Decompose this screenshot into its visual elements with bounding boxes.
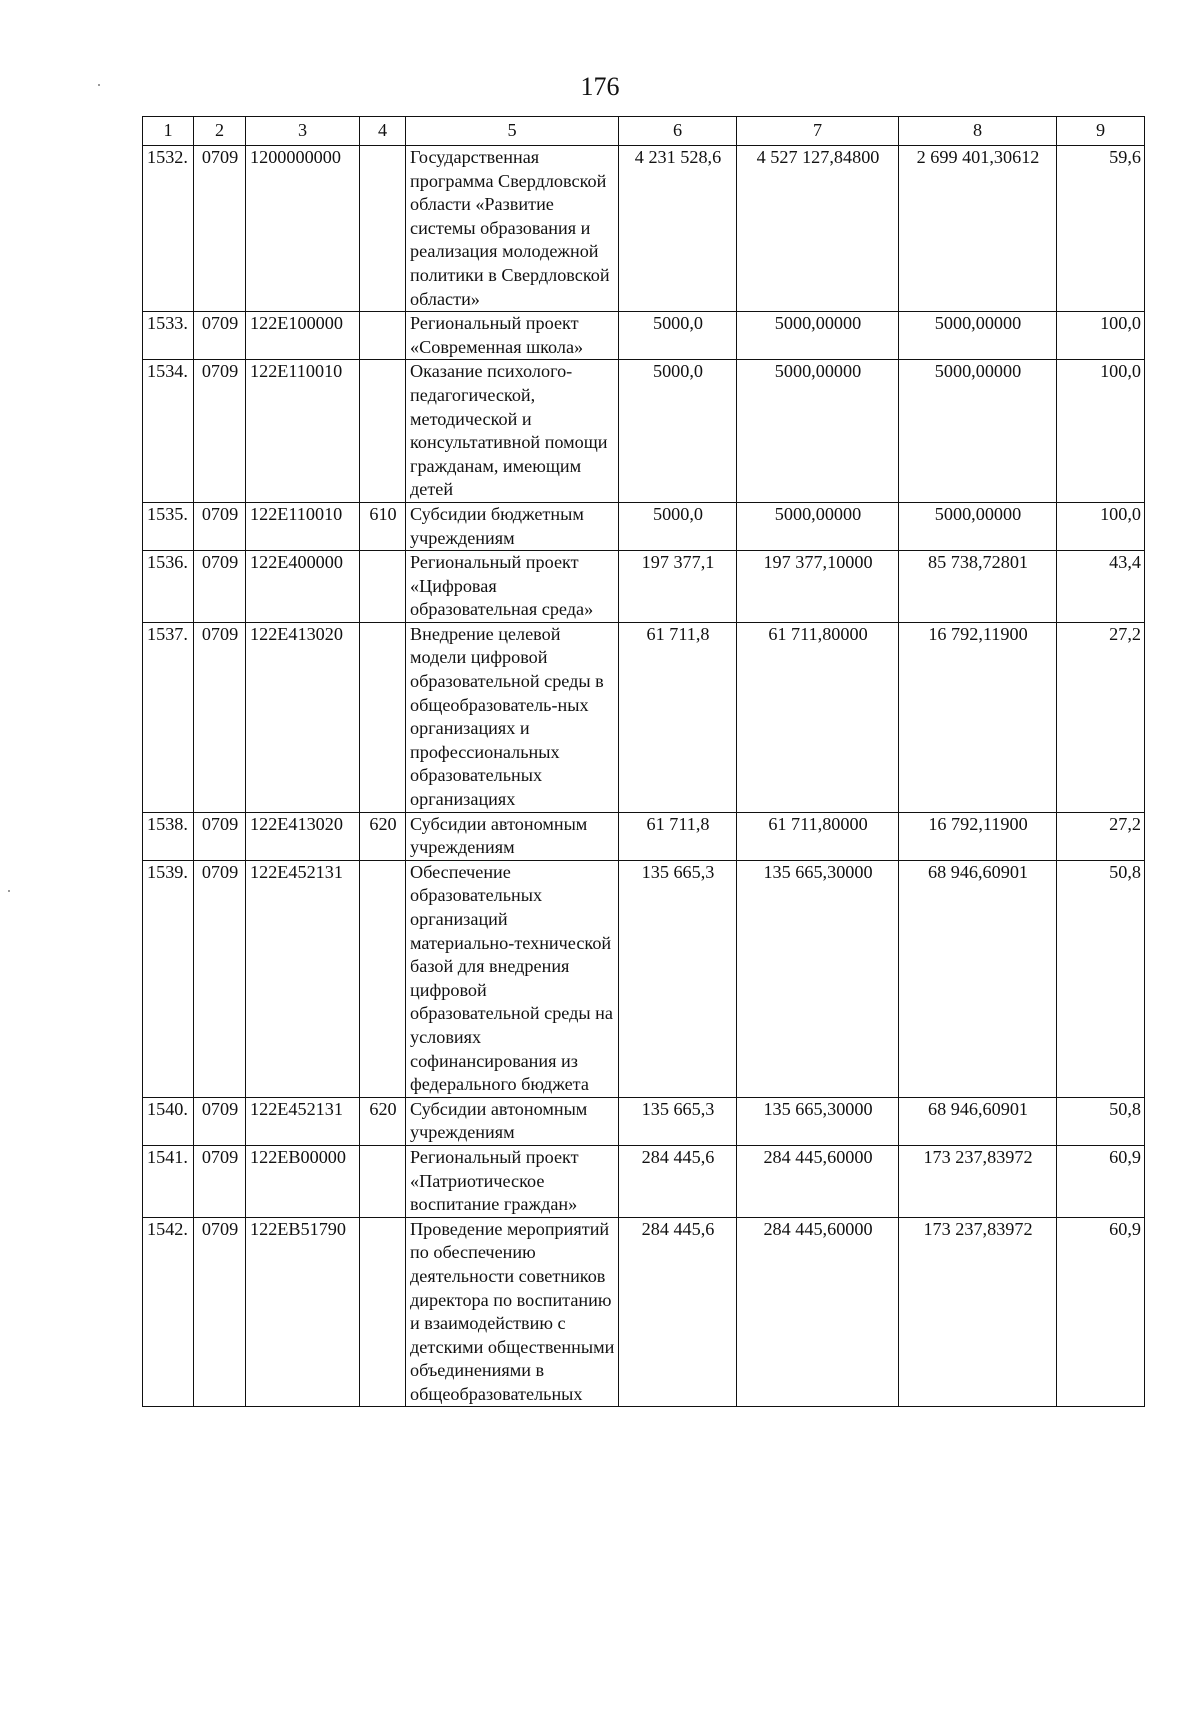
section-code: 0709	[194, 551, 246, 623]
approved-amount: 135 665,3	[619, 860, 737, 1097]
column-header: 1	[143, 117, 194, 146]
target-article-code: 122E413020	[246, 812, 360, 860]
expense-type-code	[360, 146, 406, 312]
scan-speck	[98, 84, 100, 86]
section-code: 0709	[194, 146, 246, 312]
page-number: 176	[580, 72, 620, 101]
approved-amount: 5000,0	[619, 312, 737, 360]
executed-amount: 16 792,11900	[899, 622, 1057, 812]
executed-amount: 68 946,60901	[899, 1097, 1057, 1145]
expense-type-code	[360, 860, 406, 1097]
column-header: 3	[246, 117, 360, 146]
executed-amount: 173 237,83972	[899, 1217, 1057, 1407]
execution-percent: 43,4	[1057, 551, 1145, 623]
refined-amount: 284 445,60000	[737, 1145, 899, 1217]
execution-percent: 60,9	[1057, 1217, 1145, 1407]
execution-percent: 59,6	[1057, 146, 1145, 312]
section-code: 0709	[194, 1097, 246, 1145]
section-code: 0709	[194, 1217, 246, 1407]
target-article-code: 122EB00000	[246, 1145, 360, 1217]
table-row	[143, 146, 1145, 312]
target-article-code: 1200000000	[246, 146, 360, 312]
executed-amount: 173 237,83972	[899, 1145, 1057, 1217]
expense-type-code	[360, 622, 406, 812]
table-row	[143, 622, 1145, 812]
expense-type-code	[360, 551, 406, 623]
table-row	[143, 502, 1145, 550]
section-code: 0709	[194, 860, 246, 1097]
refined-amount: 5000,00000	[737, 502, 899, 550]
item-name: Субсидии бюджетным учреждениям	[406, 502, 619, 550]
target-article-code: 122E110010	[246, 360, 360, 503]
expense-type-code: 620	[360, 812, 406, 860]
execution-percent: 100,0	[1057, 360, 1145, 503]
executed-amount: 2 699 401,30612	[899, 146, 1057, 312]
row-number: 1538.	[143, 812, 194, 860]
item-name: Внедрение целевой модели цифровой образовательной среды в общеобразователь-ных организациях и профессиональных образовательных организациях	[406, 622, 619, 812]
row-number: 1532.	[143, 146, 194, 312]
refined-amount: 61 711,80000	[737, 812, 899, 860]
approved-amount: 284 445,6	[619, 1217, 737, 1407]
section-code: 0709	[194, 622, 246, 812]
refined-amount: 5000,00000	[737, 312, 899, 360]
executed-amount: 5000,00000	[899, 502, 1057, 550]
item-name: Проведение мероприятий по обеспечению деятельности советников директора по воспитанию и взаимодействию с детскими общественными объединениями в общеобразовательных	[406, 1217, 619, 1407]
execution-percent: 60,9	[1057, 1145, 1145, 1217]
section-code: 0709	[194, 1145, 246, 1217]
row-number: 1540.	[143, 1097, 194, 1145]
column-header: 2	[194, 117, 246, 146]
target-article-code: 122E452131	[246, 860, 360, 1097]
refined-amount: 135 665,30000	[737, 1097, 899, 1145]
refined-amount: 5000,00000	[737, 360, 899, 503]
item-name: Субсидии автономным учреждениям	[406, 812, 619, 860]
target-article-code: 122E100000	[246, 312, 360, 360]
executed-amount: 5000,00000	[899, 360, 1057, 503]
item-name: Субсидии автономным учреждениям	[406, 1097, 619, 1145]
refined-amount: 61 711,80000	[737, 622, 899, 812]
row-number: 1537.	[143, 622, 194, 812]
scan-speck	[8, 890, 10, 892]
execution-percent: 50,8	[1057, 1097, 1145, 1145]
column-header: 7	[737, 117, 899, 146]
table-row	[143, 1145, 1145, 1217]
approved-amount: 197 377,1	[619, 551, 737, 623]
item-name: Оказание психолого-педагогической, методической и консультативной помощи гражданам, имеющим детей	[406, 360, 619, 503]
section-code: 0709	[194, 502, 246, 550]
section-code: 0709	[194, 812, 246, 860]
execution-percent: 100,0	[1057, 502, 1145, 550]
table-header-row	[143, 117, 1145, 146]
execution-percent: 27,2	[1057, 622, 1145, 812]
target-article-code: 122E452131	[246, 1097, 360, 1145]
executed-amount: 16 792,11900	[899, 812, 1057, 860]
table-row	[143, 1097, 1145, 1145]
row-number: 1534.	[143, 360, 194, 503]
column-header: 6	[619, 117, 737, 146]
column-header: 9	[1057, 117, 1145, 146]
executed-amount: 68 946,60901	[899, 860, 1057, 1097]
execution-percent: 27,2	[1057, 812, 1145, 860]
approved-amount: 5000,0	[619, 360, 737, 503]
target-article-code: 122E413020	[246, 622, 360, 812]
item-name: Региональный проект «Современная школа»	[406, 312, 619, 360]
row-number: 1535.	[143, 502, 194, 550]
executed-amount: 85 738,72801	[899, 551, 1057, 623]
approved-amount: 5000,0	[619, 502, 737, 550]
approved-amount: 61 711,8	[619, 812, 737, 860]
execution-percent: 100,0	[1057, 312, 1145, 360]
table-row	[143, 1217, 1145, 1407]
row-number: 1541.	[143, 1145, 194, 1217]
table-row	[143, 360, 1145, 503]
row-number: 1539.	[143, 860, 194, 1097]
item-name: Региональный проект «Патриотическое воспитание граждан»	[406, 1145, 619, 1217]
column-header: 8	[899, 117, 1057, 146]
approved-amount: 135 665,3	[619, 1097, 737, 1145]
expense-type-code: 610	[360, 502, 406, 550]
item-name: Обеспечение образовательных организаций материально-технической базой для внедрения цифровой образовательной среды на условиях софинансирования из федерального бюджета	[406, 860, 619, 1097]
column-header: 5	[406, 117, 619, 146]
table-row	[143, 812, 1145, 860]
row-number: 1536.	[143, 551, 194, 623]
table-row	[143, 312, 1145, 360]
table-row	[143, 860, 1145, 1097]
target-article-code: 122EB51790	[246, 1217, 360, 1407]
approved-amount: 4 231 528,6	[619, 146, 737, 312]
expense-type-code	[360, 360, 406, 503]
execution-percent: 50,8	[1057, 860, 1145, 1097]
table-row	[143, 551, 1145, 623]
target-article-code: 122E400000	[246, 551, 360, 623]
executed-amount: 5000,00000	[899, 312, 1057, 360]
row-number: 1533.	[143, 312, 194, 360]
approved-amount: 61 711,8	[619, 622, 737, 812]
column-header: 4	[360, 117, 406, 146]
refined-amount: 197 377,10000	[737, 551, 899, 623]
item-name: Государственная программа Свердловской области «Развитие системы образования и реализация молодежной политики в Свердловской области»	[406, 146, 619, 312]
expense-type-code	[360, 1145, 406, 1217]
expense-type-code	[360, 312, 406, 360]
item-name: Региональный проект «Цифровая образовательная среда»	[406, 551, 619, 623]
row-number: 1542.	[143, 1217, 194, 1407]
expense-type-code	[360, 1217, 406, 1407]
section-code: 0709	[194, 312, 246, 360]
refined-amount: 284 445,60000	[737, 1217, 899, 1407]
section-code: 0709	[194, 360, 246, 503]
budget-table	[142, 116, 1145, 1407]
approved-amount: 284 445,6	[619, 1145, 737, 1217]
refined-amount: 135 665,30000	[737, 860, 899, 1097]
expense-type-code: 620	[360, 1097, 406, 1145]
refined-amount: 4 527 127,84800	[737, 146, 899, 312]
target-article-code: 122E110010	[246, 502, 360, 550]
